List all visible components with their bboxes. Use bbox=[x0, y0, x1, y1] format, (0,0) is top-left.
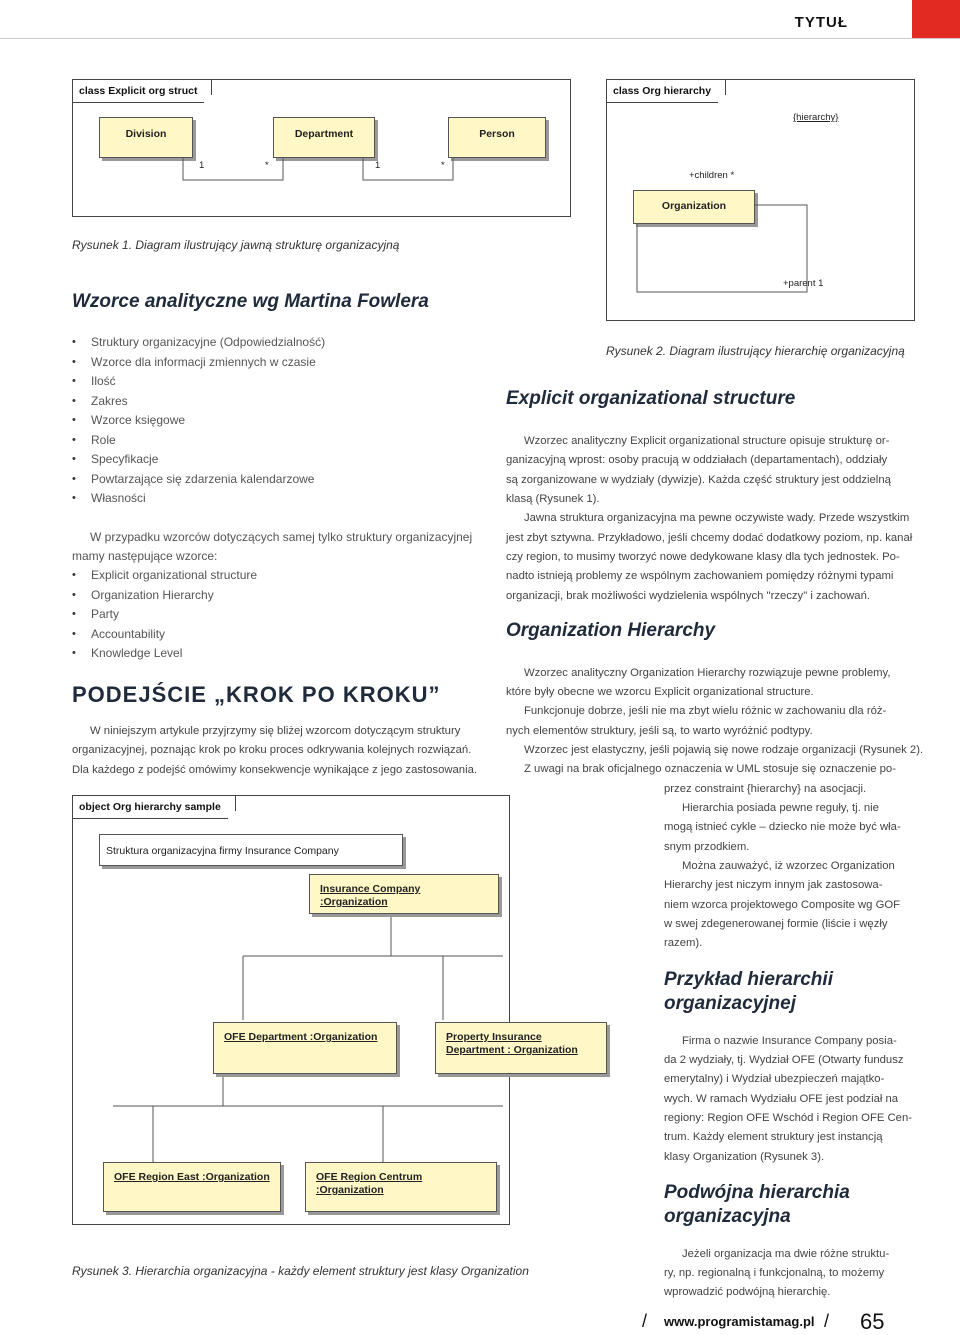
paragraph-line: czy region, to musimy tworzyć nowe dedykowane klasy dla tych jednostek. Po- bbox=[506, 551, 900, 563]
list-item: • Knowledge Level bbox=[72, 644, 257, 664]
paragraph-line: niem wzorca projektowego Composite wg GOF bbox=[664, 899, 901, 911]
list-item: • Accountability bbox=[72, 625, 257, 645]
header-accent-tab bbox=[912, 0, 960, 38]
class-department: Department bbox=[273, 117, 375, 158]
figure-2-caption: Rysunek 2. Diagram ilustrujący hierarchię organizacyjną bbox=[606, 344, 905, 358]
children-role: +children * bbox=[689, 170, 735, 181]
class-division: Division bbox=[99, 117, 193, 158]
paragraph-line: które były obecne we wzorcu Explicit organizational structure. bbox=[506, 686, 814, 698]
heading-step-by-step: PODEJŚCIE „KROK PO KROKU” bbox=[72, 682, 441, 707]
footer-url[interactable]: www.programistamag.pl bbox=[664, 1314, 815, 1329]
header-title: TYTUŁ bbox=[794, 14, 848, 31]
heading-fowler-patterns: Wzorce analityczne wg Martina Fowlera bbox=[72, 291, 429, 312]
paragraph-line: nadto istnieją problemy ze wspólnym zachowaniem pomiędzy różnymi typami bbox=[506, 570, 894, 582]
paragraph-line: klasą (Rysunek 1). bbox=[506, 493, 600, 505]
paragraph-line: razem). bbox=[664, 937, 703, 949]
paragraph-line: są zorganizowane w wydziały (dywizje). Każda część struktury jest oddzielną bbox=[506, 474, 891, 486]
paragraph-line: regiony: Region OFE Wschód i Region OFE Cen- bbox=[664, 1112, 913, 1124]
class-person: Person bbox=[448, 117, 546, 158]
list-item: • Własności bbox=[72, 489, 325, 509]
object-ofe-region-centrum: OFE Region Centrum :Organization bbox=[305, 1162, 497, 1212]
paragraph-line: klasy Organization (Rysunek 3). bbox=[664, 1151, 825, 1163]
paragraph-line: wprowadzić podwójną hierarchię. bbox=[664, 1286, 831, 1298]
heading-hierarchy-example-2: organizacyjnej bbox=[664, 993, 796, 1014]
intro-line-1: W przypadku wzorców dotyczących samej tylko struktury organizacyjnej bbox=[90, 530, 473, 544]
paragraph-line: w swej zdegenerowanej formie (liście i węzły bbox=[664, 918, 888, 930]
paragraph-line: Jeżeli organizacja ma dwie różne struktu- bbox=[682, 1248, 890, 1260]
paragraph-line: nych elementów struktury, jeśli są, to warto wyróżnić podtypy. bbox=[506, 725, 813, 737]
paragraph-line: Hierarchy jest niczym innym jak zastosowa- bbox=[664, 879, 883, 891]
multiplicity-4: * bbox=[441, 160, 445, 171]
paragraph-line: Wzorzec analityczny Explicit organizational structure opisuje strukturę or- bbox=[524, 435, 890, 447]
paragraph-line: Firma o nazwie Insurance Company posia- bbox=[682, 1035, 897, 1047]
class-organization: Organization bbox=[633, 190, 755, 224]
note-structure: Struktura organizacyjna firmy Insurance Company bbox=[99, 834, 403, 866]
heading-double-hierarchy-2: organizacyjna bbox=[664, 1206, 791, 1227]
list-item: • Ilość bbox=[72, 372, 325, 392]
list-item: • Struktury organizacyjne (Odpowiedzialność) bbox=[72, 333, 325, 353]
paragraph-line: Funkcjonuje dobrze, jeśli nie ma zbyt wielu różnic w zachowaniu dla róż- bbox=[524, 705, 887, 717]
figure-1-associations bbox=[73, 80, 570, 216]
list-item: • Party bbox=[72, 605, 257, 625]
paragraph-line: ry, np. regionalną i funkcjonalną, to możemy bbox=[664, 1267, 885, 1279]
intro-line-2: mamy następujące wzorce: bbox=[72, 549, 218, 563]
heading-hierarchy-example-1: Przykład hierarchii bbox=[664, 969, 833, 990]
paragraph-line: ganizacyjną wprost: osoby pracują w oddziałach (departamentach), oddziały bbox=[506, 454, 888, 466]
figure-2-diagram bbox=[606, 79, 915, 321]
footer-slash-left: / bbox=[642, 1311, 648, 1331]
footer-slash-right: / bbox=[824, 1311, 830, 1331]
paragraph-line: Można zauważyć, iż wzorzec Organization bbox=[682, 860, 895, 872]
object-ofe-region-east: OFE Region East :Organization bbox=[103, 1162, 281, 1212]
figure-1-diagram bbox=[72, 79, 571, 217]
paragraph-line: organizacyjnej, poznając krok po kroku proces odkrywania kolejnych rozwiązań. bbox=[72, 744, 472, 756]
figure-3-frame-title: object Org hierarchy sample bbox=[73, 796, 236, 819]
multiplicity-1: 1 bbox=[199, 160, 205, 171]
heading-explicit-structure: Explicit organizational structure bbox=[506, 388, 796, 409]
paragraph-line: Wzorzec analityczny Organization Hierarchy rozwiązuje pewne problemy, bbox=[524, 667, 891, 679]
multiplicity-2: * bbox=[265, 160, 269, 171]
object-ofe-department: OFE Department :Organization bbox=[213, 1022, 397, 1074]
list-item: • Organization Hierarchy bbox=[72, 586, 257, 606]
multiplicity-3: 1 bbox=[375, 160, 381, 171]
object-property-insurance-department: Property Insurance Department : Organization bbox=[435, 1022, 607, 1074]
hierarchy-constraint: {hierarchy} bbox=[793, 112, 839, 123]
paragraph-line: da 2 wydziały, tj. Wydział OFE (Otwarty fundusz bbox=[664, 1054, 904, 1066]
parent-role: +parent 1 bbox=[783, 278, 824, 289]
list-item: • Explicit organizational structure bbox=[72, 566, 257, 586]
paragraph-line: snym przodkiem. bbox=[664, 841, 750, 853]
paragraph-line: trum. Każdy element struktury jest instancją bbox=[664, 1131, 883, 1143]
list-item: • Powtarzające się zdarzenia kalendarzowe bbox=[72, 470, 325, 490]
figure-2-frame-title: class Org hierarchy bbox=[607, 80, 726, 103]
structure-patterns-list bbox=[72, 566, 257, 664]
page-number: 65 bbox=[860, 1309, 885, 1334]
paragraph-line: Jawna struktura organizacyjna ma pewne oczywiste wady. Przede wszystkim bbox=[524, 512, 910, 524]
figure-3-diagram bbox=[72, 795, 578, 1225]
paragraph-line: przez constraint {hierarchy} na asocjacji. bbox=[664, 783, 867, 795]
object-insurance-company: Insurance Company :Organization bbox=[309, 874, 499, 914]
header-rule bbox=[0, 38, 960, 39]
paragraph-line: wych. W ramach Wydziału OFE jest podział na bbox=[664, 1093, 899, 1105]
paragraph-line: emerytalny) i Wydział ubezpieczeń majątko- bbox=[664, 1073, 885, 1085]
list-item: • Wzorce dla informacji zmiennych w czasie bbox=[72, 353, 325, 373]
paragraph-line: jest zbyt sztywna. Przykładowo, jeśli chcemy dodać dodatkowy poziom, np. kanał bbox=[506, 532, 913, 544]
heading-double-hierarchy-1: Podwójna hierarchia bbox=[664, 1182, 850, 1203]
heading-organization-hierarchy: Organization Hierarchy bbox=[506, 620, 716, 641]
paragraph-line: Hierarchia posiada pewne reguły, tj. nie bbox=[682, 802, 879, 814]
paragraph-line: Z uwagi na brak oficjalnego oznaczenia w UML stosuje się oznaczenie po- bbox=[524, 763, 896, 775]
paragraph-line: W niniejszym artykule przyjrzymy się bliżej wzorcom dotyczącym struktury bbox=[90, 725, 461, 737]
figure-2-self-association bbox=[607, 80, 914, 320]
fowler-patterns-list bbox=[72, 333, 325, 509]
paragraph-line: Dla każdego z podejść omówimy konsekwencje wynikające z jego zastosowania. bbox=[72, 764, 478, 776]
list-item: • Specyfikacje bbox=[72, 450, 325, 470]
list-item: • Wzorce księgowe bbox=[72, 411, 325, 431]
paragraph-line: mogą istnieć cykle – dziecko nie może być wła- bbox=[664, 821, 901, 833]
figure-3-caption: Rysunek 3. Hierarchia organizacyjna - każdy element struktury jest klasy Organization bbox=[72, 1264, 529, 1278]
figure-3-links bbox=[73, 796, 509, 1224]
figure-1-caption: Rysunek 1. Diagram ilustrujący jawną strukturę organizacyjną bbox=[72, 238, 400, 252]
list-item: • Role bbox=[72, 431, 325, 451]
list-item: • Zakres bbox=[72, 392, 325, 412]
paragraph-line: Wzorzec jest elastyczny, jeśli pojawią się nowe rodzaje organizacji (Rysunek 2). bbox=[524, 744, 924, 756]
figure-1-frame-title: class Explicit org struct bbox=[73, 80, 212, 103]
paragraph-line: organizacji, brak możliwości wydzielenia wspólnych "rzeczy" i zachowań. bbox=[506, 590, 871, 602]
